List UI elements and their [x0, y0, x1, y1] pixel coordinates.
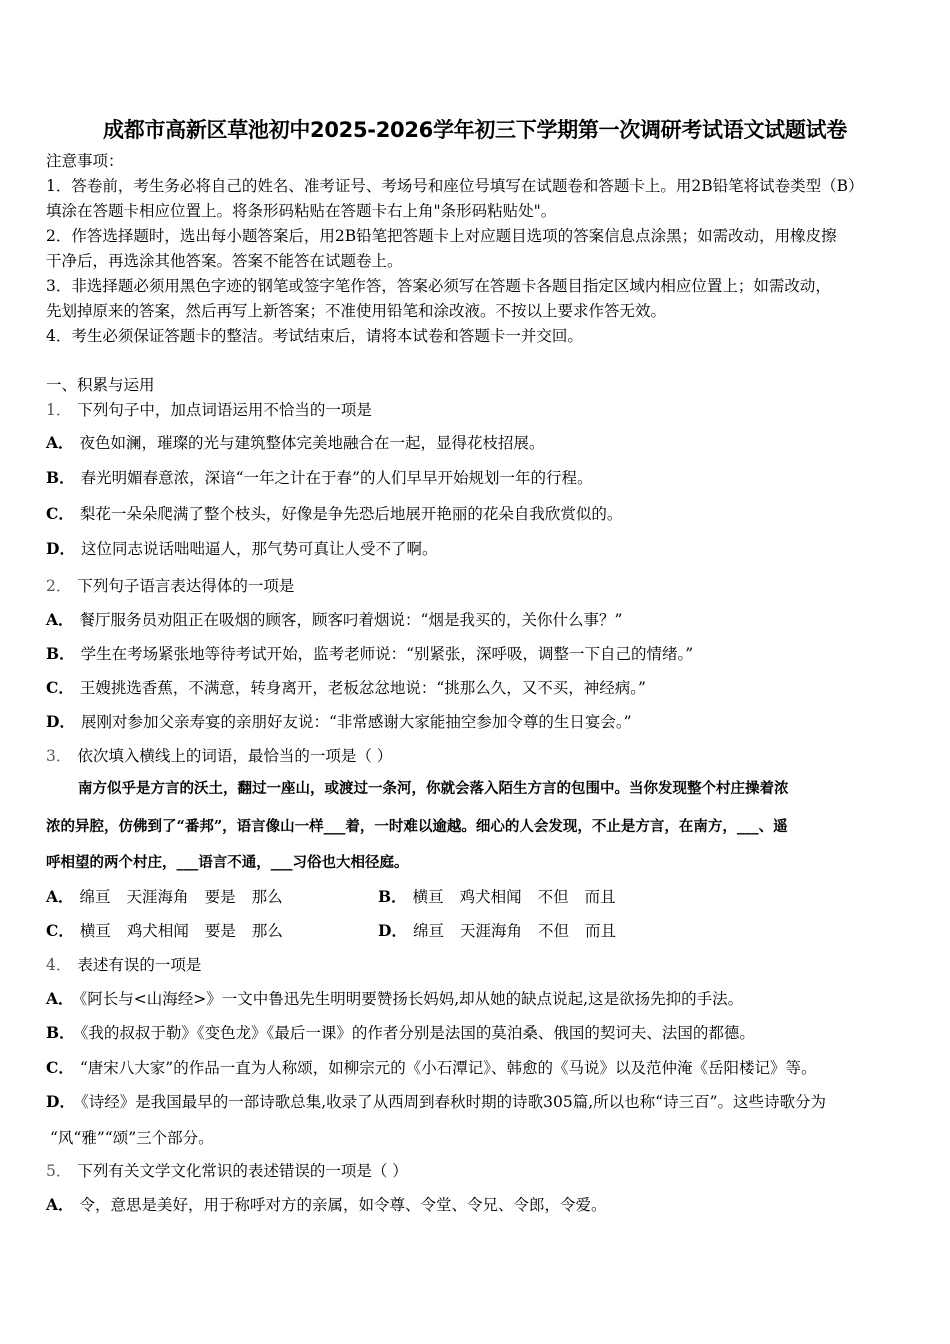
option-letter: A． — [46, 887, 74, 906]
option-word: 不但 — [537, 922, 569, 940]
notice-line: 3．非选择题必须用黑色字迹的钢笔或签字笔作答，答案必须写在答题卡各题目指定区域内相应位置上；如需改动， — [46, 277, 831, 295]
option-b — [378, 887, 616, 907]
option-word: 天涯海角 — [459, 922, 522, 940]
option-c — [46, 921, 283, 941]
question-number: 3． — [46, 747, 72, 765]
question-2-stem — [46, 576, 294, 596]
option-word: 不但 — [537, 888, 569, 906]
option-d — [46, 539, 437, 559]
option-word: 鸡犬相闻 — [459, 888, 522, 906]
notice-line: 先划掉原来的答案，然后再写上新答案；不准使用铅笔和涂改液。不按以上要求作答无效。 — [46, 302, 667, 320]
notice-heading: 注意事项： — [46, 152, 124, 170]
notice-line: 2．作答选择题时，选出每小题答案后，用2B铅笔把答题卡上对应题目选项的答案信息点涂黑；如需改动，用橡皮擦 — [46, 227, 837, 245]
option-text: 令，意思是美好，用于称呼对方的亲属，如令尊、令堂、令兄、令郎，令爱。 — [79, 1196, 607, 1214]
option-word: 那么 — [251, 888, 283, 906]
option-letter: C． — [46, 1058, 74, 1077]
option-text: 这位同志说话咄咄逼人，那气势可真让人受不了啊。 — [80, 540, 438, 558]
option-word: 要是 — [204, 888, 236, 906]
option-letter: A． — [46, 610, 74, 629]
option-text: 《诗经》是我国最早的一部诗歌总集,收录了从西周到春秋时期的诗歌305篇,所以也称“诗三百”。这些诗歌分为 — [80, 1093, 826, 1111]
option-text: 《阿长与<山海经>》一文中鲁迅先生明明要赞扬长妈妈,却从她的缺点说起,这是欲扬先抑的手法。 — [79, 990, 744, 1008]
option-text: 夜色如澜，璀璨的光与建筑整体完美地融合在一起，显得花枝招展。 — [79, 434, 545, 452]
option-word: 而且 — [585, 922, 617, 940]
option-a — [46, 610, 622, 630]
option-c — [46, 1058, 816, 1078]
option-a — [46, 1195, 607, 1215]
passage-line: 南方似乎是方言的沃土，翻过一座山，或渡过一条河，你就会落入陌生方言的包围中。当你发现整个村庄操着浓 — [78, 780, 789, 797]
option-letter: B． — [46, 644, 75, 663]
question-text: 依次填入横线上的词语，最恰当的一项是（ ） — [77, 747, 393, 765]
question-text: 下列句子语言表达得体的一项是 — [77, 577, 295, 595]
option-text: 餐厅服务员劝阻正在吸烟的顾客，顾客叼着烟说：“烟是我买的，关你什么事？” — [79, 611, 623, 629]
option-word: 横亘 — [412, 888, 444, 906]
option-a — [46, 887, 283, 907]
option-word: 绵亘 — [412, 922, 444, 940]
notice-line: 4．考生必须保证答题卡的整洁。考试结束后，请将本试卷和答题卡一并交回。 — [46, 327, 583, 345]
option-letter: B． — [46, 468, 75, 487]
option-c — [46, 504, 622, 524]
passage-line: 呼相望的两个村庄，___语言不通，___习俗也大相径庭。 — [46, 854, 409, 871]
option-text: 王嫂挑选香蕉，不满意，转身离开，老板忿忿地说：“挑那么久，又不买，神经病。” — [79, 679, 646, 697]
option-word: 横亘 — [79, 922, 111, 940]
option-a — [46, 989, 743, 1009]
question-text: 表述有误的一项是 — [77, 956, 202, 974]
option-letter: A． — [46, 989, 74, 1008]
option-text: 春光明媚春意浓，深谙“一年之计在于春”的人们早早开始规划一年的行程。 — [80, 469, 593, 487]
option-text: 展刚对参加父亲寿宴的亲朋好友说：“非常感谢大家能抽空参加令尊的生日宴会。” — [80, 713, 632, 731]
notice-line: 干净后，再选涂其他答案。答案不能答在试题卷上。 — [46, 252, 403, 270]
option-word: 绵亘 — [79, 888, 111, 906]
question-number: 4． — [46, 956, 72, 974]
option-letter: C． — [46, 921, 74, 940]
option-text: “唐宋八大家”的作品一直为人称颂，如柳宗元的《小石潭记》、韩愈的《马说》以及范仲淹《岳阳楼记》等。 — [79, 1059, 817, 1077]
option-letter: B． — [46, 1023, 75, 1042]
option-letter: A． — [46, 1195, 74, 1214]
option-letter: D． — [378, 921, 407, 940]
option-word: 而且 — [584, 888, 616, 906]
option-word: 要是 — [204, 922, 236, 940]
option-word: 那么 — [251, 922, 283, 940]
option-letter: D． — [46, 539, 75, 558]
option-text: 梨花一朵朵爬满了整个枝头，好像是争先恐后地展开艳丽的花朵自我欣赏似的。 — [79, 505, 623, 523]
option-letter: D． — [46, 712, 75, 731]
option-text: 《我的叔叔于勒》《变色龙》《最后一课》的作者分别是法国的莫泊桑、俄国的契诃夫、法国的都德。 — [80, 1024, 755, 1042]
section-heading: 一、积累与运用 — [46, 376, 155, 394]
question-3-stem — [46, 746, 392, 766]
question-1-stem — [46, 400, 372, 420]
option-letter: D． — [46, 1092, 75, 1111]
option-d — [46, 712, 632, 732]
option-a — [46, 433, 545, 453]
question-number: 1． — [46, 401, 72, 419]
question-number: 2． — [46, 577, 72, 595]
option-letter: B． — [378, 887, 407, 906]
question-number: 5． — [46, 1162, 72, 1180]
option-b — [46, 468, 592, 488]
question-5-stem — [46, 1161, 408, 1181]
option-b — [46, 644, 693, 664]
passage-line: 浓的异腔，仿佛到了“番邦”，语言像山一样___着，一时难以逾越。细心的人会发现，不止是方言，在南方，___、遥 — [46, 818, 788, 835]
option-letter: C． — [46, 504, 74, 523]
option-b — [46, 1023, 755, 1043]
option-letter: A． — [46, 433, 74, 452]
option-d-continuation: “风“雅”“颂”三个部分。 — [50, 1129, 214, 1147]
question-text: 下列有关文学文化常识的表述错误的一项是（ ） — [77, 1162, 408, 1180]
question-text: 下列句子中，加点词语运用不恰当的一项是 — [77, 401, 372, 419]
option-text: 学生在考场紧张地等待考试开始，监考老师说：“别紧张，深呼吸，调整一下自己的情绪。” — [80, 645, 694, 663]
option-letter: C． — [46, 678, 74, 697]
notice-line: 1．答卷前，考生务必将自己的姓名、准考证号、考场号和座位号填写在试题卷和答题卡上。用2B铅笔将试卷类型（B） — [46, 177, 864, 195]
option-c — [46, 678, 646, 698]
option-d — [378, 921, 616, 941]
option-word: 鸡犬相闻 — [126, 922, 189, 940]
page-title: 成都市高新区草池初中2025-2026学年初三下学期第一次调研考试语文试题试卷 — [103, 118, 847, 142]
option-d — [46, 1092, 826, 1112]
question-4-stem — [46, 955, 201, 975]
option-word: 天涯海角 — [126, 888, 189, 906]
notice-line: 填涂在答题卡相应位置上。将条形码粘贴在答题卡右上角"条形码粘贴处"。 — [46, 202, 557, 220]
